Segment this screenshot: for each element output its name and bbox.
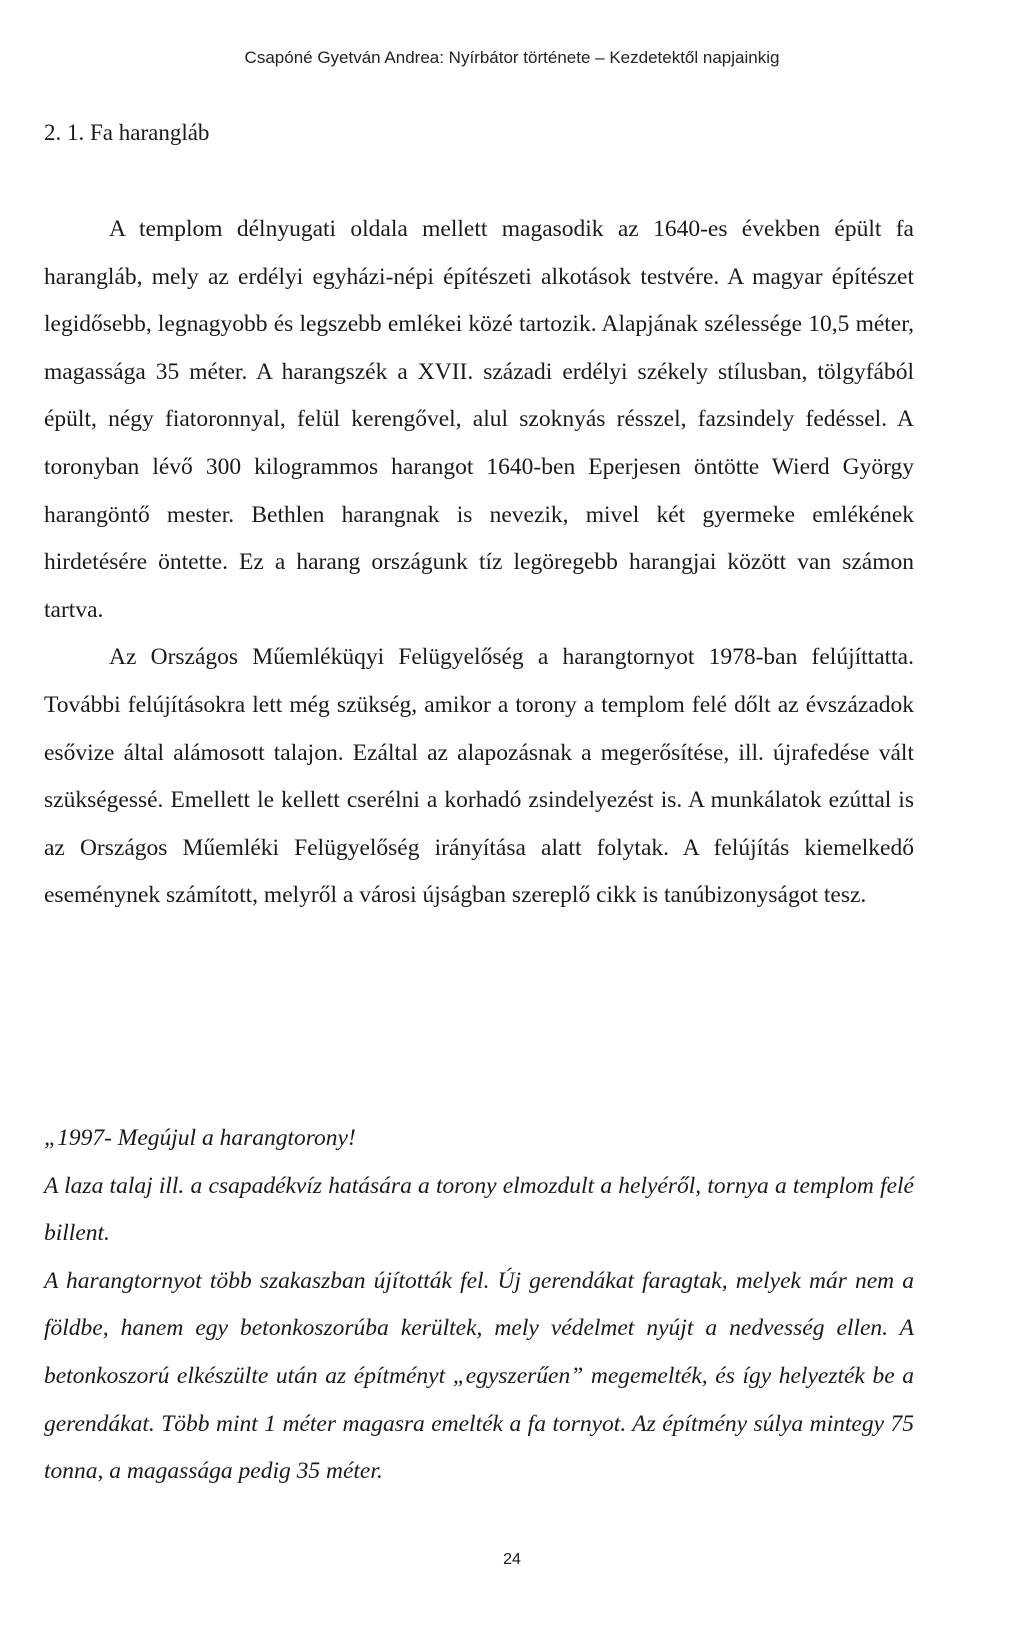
body-text bbox=[44, 206, 914, 920]
quote-paragraph-1: A laza talaj ill. a csapadékvíz hatására a torony elmozdult a helyéről, tornya a templom felé billent. bbox=[44, 1172, 914, 1247]
quoted-article bbox=[44, 1115, 914, 1496]
paragraph-1: A templom délnyugati oldala mellett magasodik az 1640-es években épült fa harangláb, mely az erdélyi egyházi-népi építészeti alkotások testvére. A magyar építészet legidősebb, legnagyobb és legszebb emlékei közé tartozik. Alapjának szélessége 10,5 méter, magassága 35 méter. A harangszék a XVII. századi erdélyi székely stílusban, tölgyfából épült, négy fiatoronnyal, felül kerengővel, alul szoknyás résszel, fazsindely fedéssel. A toronyban lévő 300 kilogrammos harangot 1640-ben Eperjesen öntötte Wierd György harangöntő mester. Bethlen harangnak is nevezik, mivel két gyermeke emlékének hirdetésére öntette. Ez a harang országunk tíz legöregebb harangjai között van számon tartva. bbox=[44, 216, 914, 623]
paragraph-2: Az Országos Műemléküqyi Felügyelőség a harangtornyot 1978-ban felújíttatta. További felújításokra lett még szükség, amikor a torony a templom felé dőlt az évszázadok esővize által alámosott talajon. Ezáltal az alapozásnak a megerősítése, ill. újrafedése vált szükségessé. Emellett le kellett cserélni a korhadó zsindelyezést is. A munkálatok ezúttal is az Országos Műemléki Felügyelőség irányítása alatt folytak. A felújítás kiemelkedő eseménynek számított, melyről a városi újságban szereplő cikk is tanúbizonyságot tesz. bbox=[44, 644, 914, 909]
quote-paragraph-2: A harangtornyot több szakaszban újították fel. Új gerendákat faragtak, melyek már nem a földbe, hanem egy betonkoszorúba kerültek, mely védelmet nyújt a nedvesség ellen. A betonkoszorú elkészülte után az építményt „egyszerűen” megemelték, és így helyezték be a gerendákat. Több mint 1 méter magasra emelték a fa tornyot. Az építmény súlya mintegy 75 tonna, a magassága pedig 35 méter. bbox=[44, 1267, 914, 1485]
page-number: 24 bbox=[503, 1551, 521, 1568]
running-header: Csapóné Gyetván Andrea: Nyírbátor története – Kezdetektől napjainkig bbox=[244, 48, 780, 67]
quote-headline: „1997- Megújul a harangtorony! bbox=[44, 1125, 356, 1151]
section-title: 2. 1. Fa harangláb bbox=[44, 120, 210, 145]
